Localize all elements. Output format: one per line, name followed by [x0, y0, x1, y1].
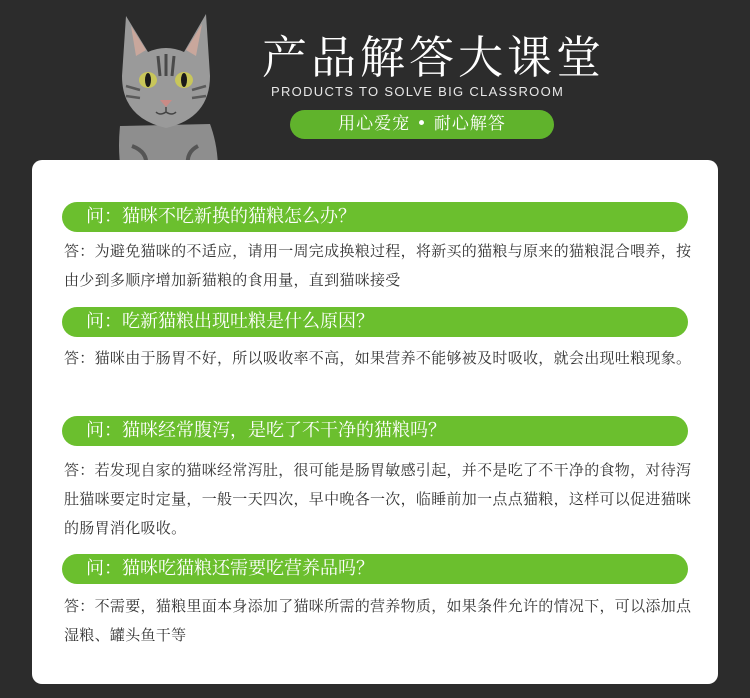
page-subtitle: PRODUCTS TO SOLVE BIG CLASSROOM	[271, 84, 565, 99]
faq-question-1: 问：猫咪不吃新换的猫粮怎么办？	[62, 202, 688, 232]
faq-question-2: 问：吃新猫粮出现吐粮是什么原因？	[62, 307, 688, 337]
tagline-badge: 用心爱宠 • 耐心解答	[290, 110, 554, 139]
faq-answer-1: 答：为避免猫咪的不适应，请用一周完成换粮过程，将新买的猫粮与原来的猫粮混合喂养，按由少到多顺序增加新猫粮的食用量，直到猫咪接受	[64, 242, 692, 289]
faq-answer-2: 答：猫咪由于肠胃不好，所以吸收率不高，如果营养不能够被及时吸收，就会出现吐粮现象。	[64, 349, 692, 367]
faq-question-4: 问：猫咪吃猫粮还需要吃营养品吗？	[62, 554, 688, 584]
faq-answer-3: 答：若发现自家的猫咪经常泻肚，很可能是肠胃敏感引起，并不是吃了不干净的食物，对待泻肚猫咪要定时定量，一般一天四次，早中晚各一次，临睡前加一点点猫粮，这样可以促进猫咪的肠胃消化吸收。	[64, 461, 692, 537]
faq-answer-4: 答：不需要，猫粮里面本身添加了猫咪所需的营养物质，如果条件允许的情况下，可以添加点湿粮、罐头鱼干等	[64, 597, 692, 644]
faq-card	[32, 160, 718, 684]
faq-question-3: 问：猫咪经常腹泻，是吃了不干净的猫粮吗？	[62, 416, 688, 446]
page-title: 产品解答大课堂	[262, 31, 606, 84]
